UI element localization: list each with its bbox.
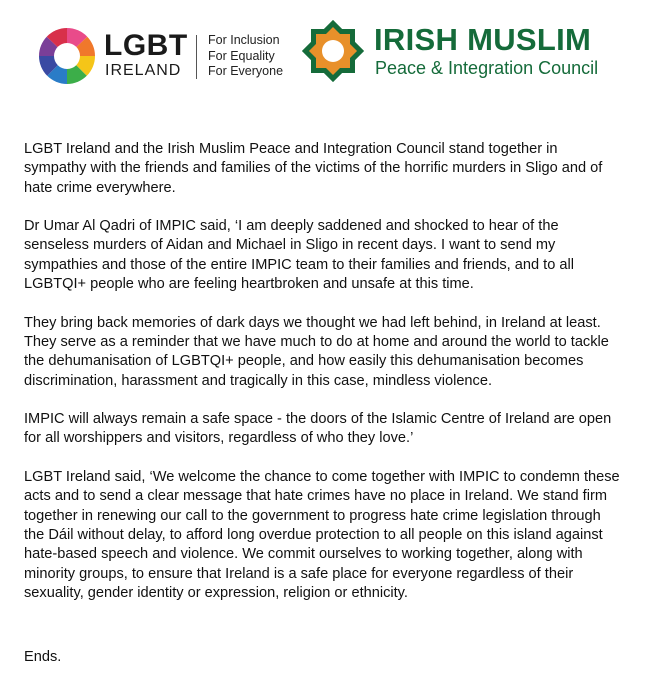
- impic-subtitle: Peace & Integration Council: [375, 58, 599, 78]
- paragraph: LGBT Ireland said, ‘We welcome the chance to come together with IMPIC to condemn these acts and to send a clear message that hate crimes have no place in Ireland. We stand firm together in renewing our call to the government to progress hate crime legislation through the Dáil without delay, to afford long overdue protection to all people on this island against hate-based speech and violence. We commit ourselves to working together, along with minority groups, to ensure that Ireland is a safe place for everyone regardless of their sexuality, gender identity or expression, religion or ethnicity.: [24, 469, 620, 601]
- ireland-wordmark: IRELAND: [105, 62, 182, 79]
- logo-divider: [196, 35, 197, 79]
- lgbt-ireland-logo: [38, 25, 288, 85]
- paragraph: They bring back memories of dark days we thought we had left behind, in Ireland at least. They serve as a reminder that we have much to do at home and around the world to tackle the dehumanisation of LGBTQI+ people, and how easily this dehumanisation becomes discrimination, harassment and tragically in this case, mindless violence.: [24, 314, 609, 389]
- lgbt-tagline: [208, 33, 283, 80]
- paragraph: IMPIC will always remain a safe space - the doors of the Islamic Centre of Ireland are open for all worshippers and visitors, regardless of who they love.’: [24, 411, 612, 447]
- rainbow-ring-icon: [38, 27, 96, 85]
- closing-text: Ends.: [24, 649, 62, 665]
- paragraph: LGBT Ireland and the Irish Muslim Peace and Integration Council stand together in sympathy with the friends and families of the victims of the horrific murders in Sligo and of hate crime everywhere.: [24, 141, 603, 196]
- letterhead: [0, 0, 645, 110]
- lgbt-wordmark: LGBT: [104, 29, 188, 62]
- impic-wordmark: IRISH MUSLIM: [374, 22, 592, 57]
- tagline-line: For Inclusion: [208, 33, 280, 47]
- impic-logo: [302, 20, 622, 90]
- statement-body: [24, 140, 624, 622]
- tagline-line: For Equality: [208, 48, 275, 63]
- tagline-line: For Everyone: [208, 64, 284, 78]
- paragraph: Dr Umar Al Qadri of IMPIC said, ‘I am deeply saddened and shocked to hear of the senseless murders of Aidan and Michael in Sligo in recent days. I want to send my sympathies and those of the entire IMPIC team to their families and friends, and to all LGBTQI+ people who are feeling heartbroken and unsafe at this time.: [24, 218, 574, 293]
- islamic-star-icon: [302, 20, 364, 82]
